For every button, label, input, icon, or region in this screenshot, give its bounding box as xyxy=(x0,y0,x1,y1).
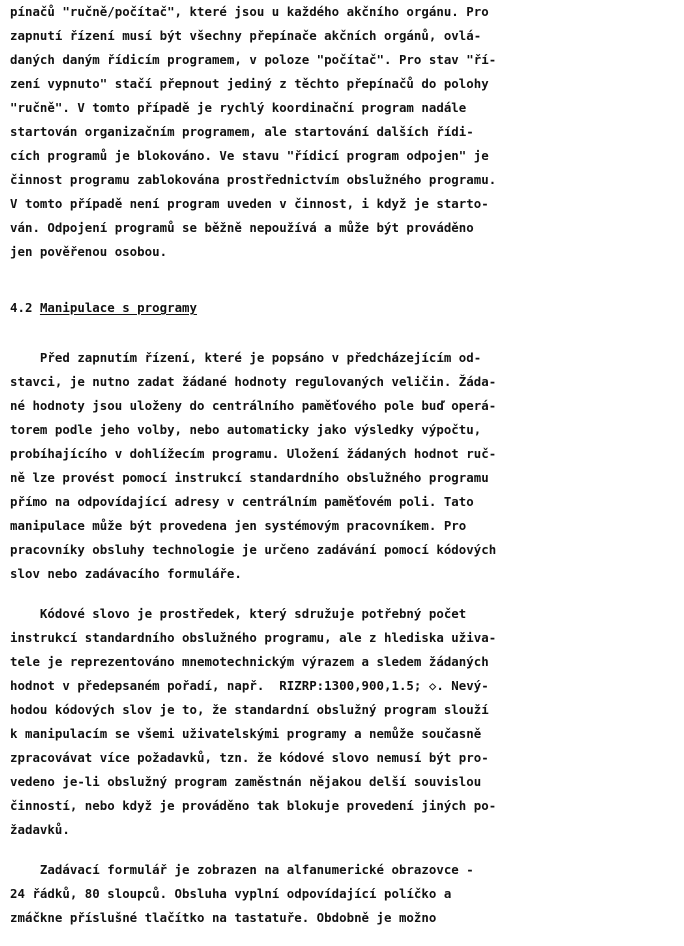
section-title: Manipulace s programy xyxy=(39,300,198,315)
text-line: manipulace může být provedena jen systémovým pracovníkem. Pro xyxy=(10,518,467,533)
text-line: hodnot v předepsaném pořadí, např. RIZRP:1300,900,1.5; ◇. Nevý- xyxy=(10,678,489,693)
text-line: pínačů "ručně/počítač", které jsou u každého akčního orgánu. Pro xyxy=(10,4,489,19)
text-line: žadavků. xyxy=(10,822,70,837)
text-line: "ručně". V tomto případě je rychlý koordinační program nadále xyxy=(10,100,467,115)
text-line: daných daným řídicím programem, v poloze "počítač". Pro stav "ří- xyxy=(10,52,497,67)
text-line: probíhajícího v dohlížecím programu. Uložení žádaných hodnot ruč- xyxy=(10,446,497,461)
section-number: 4.2 xyxy=(10,300,33,315)
text-line: zmáčkne příslušné tlačítko na tastatuře. Obdobně je možno xyxy=(10,910,437,925)
text-line: vedeno je-li obslužný program zaměstnán nějakou delší souvislou xyxy=(10,774,482,789)
text-line: činností, nebo když je prováděno tak blokuje provedení jiných po- xyxy=(10,798,497,813)
text-line: Zadávací formulář je zobrazen na alfanumerické obrazovce - xyxy=(10,862,474,877)
text-line: ván. Odpojení programů se běžně nepoužívá a může být prováděno xyxy=(10,220,474,235)
text-line: ně lze provést pomocí instrukcí standardního obslužného programu xyxy=(10,470,489,485)
text-line: činnost programu zablokována prostřednictvím obslužného programu. xyxy=(10,172,497,187)
text-line: 24 řádků, 80 sloupců. Obsluha vyplní odpovídající políčko a xyxy=(10,886,452,901)
text-line: torem podle jeho volby, nebo automaticky jako výsledky výpočtu, xyxy=(10,422,482,437)
text-line: Před zapnutím řízení, které je popsáno v předcházejícím od- xyxy=(10,350,482,365)
text-line: pracovníky obsluhy technologie je určeno zadávání pomocí kódových xyxy=(10,542,497,557)
text-line: instrukcí standardního obslužného programu, ale z hlediska uživa- xyxy=(10,630,497,645)
text-line: zapnutí řízení musí být všechny přepínače akčních orgánů, ovlá- xyxy=(10,28,482,43)
text-line: jen pověřenou osobou. xyxy=(10,244,168,259)
text-line: cích programů je blokováno. Ve stavu "řídicí program odpojen" je xyxy=(10,148,489,163)
text-line: hodou kódových slov je to, že standardní obslužný program slouží xyxy=(10,702,489,717)
text-line: stavci, je nutno zadat žádané hodnoty regulovaných veličin. Žáda- xyxy=(10,374,497,389)
section-heading xyxy=(10,300,197,316)
text-line: V tomto případě není program uveden v činnost, i když je starto- xyxy=(10,196,489,211)
text-line: né hodnoty jsou uloženy do centrálního paměťového pole buď operá- xyxy=(10,398,497,413)
text-line: zení vypnuto" stačí přepnout jediný z těchto přepínačů do polohy xyxy=(10,76,489,91)
text-line: Kódové slovo je prostředek, který sdružuje potřebný počet xyxy=(10,606,467,621)
text-line: tele je reprezentováno mnemotechnickým výrazem a sledem žádaných xyxy=(10,654,489,669)
text-line: startován organizačním programem, ale startování dalších řídi- xyxy=(10,124,474,139)
text-line: k manipulacím se všemi uživatelskými programy a nemůže současně xyxy=(10,726,482,741)
text-line: přímo na odpovídající adresy v centrálním paměťovém poli. Tato xyxy=(10,494,474,509)
text-line: slov nebo zadávacího formuláře. xyxy=(10,566,242,581)
text-line: zpracovávat více požadavků, tzn. že kódové slovo nemusí být pro- xyxy=(10,750,489,765)
